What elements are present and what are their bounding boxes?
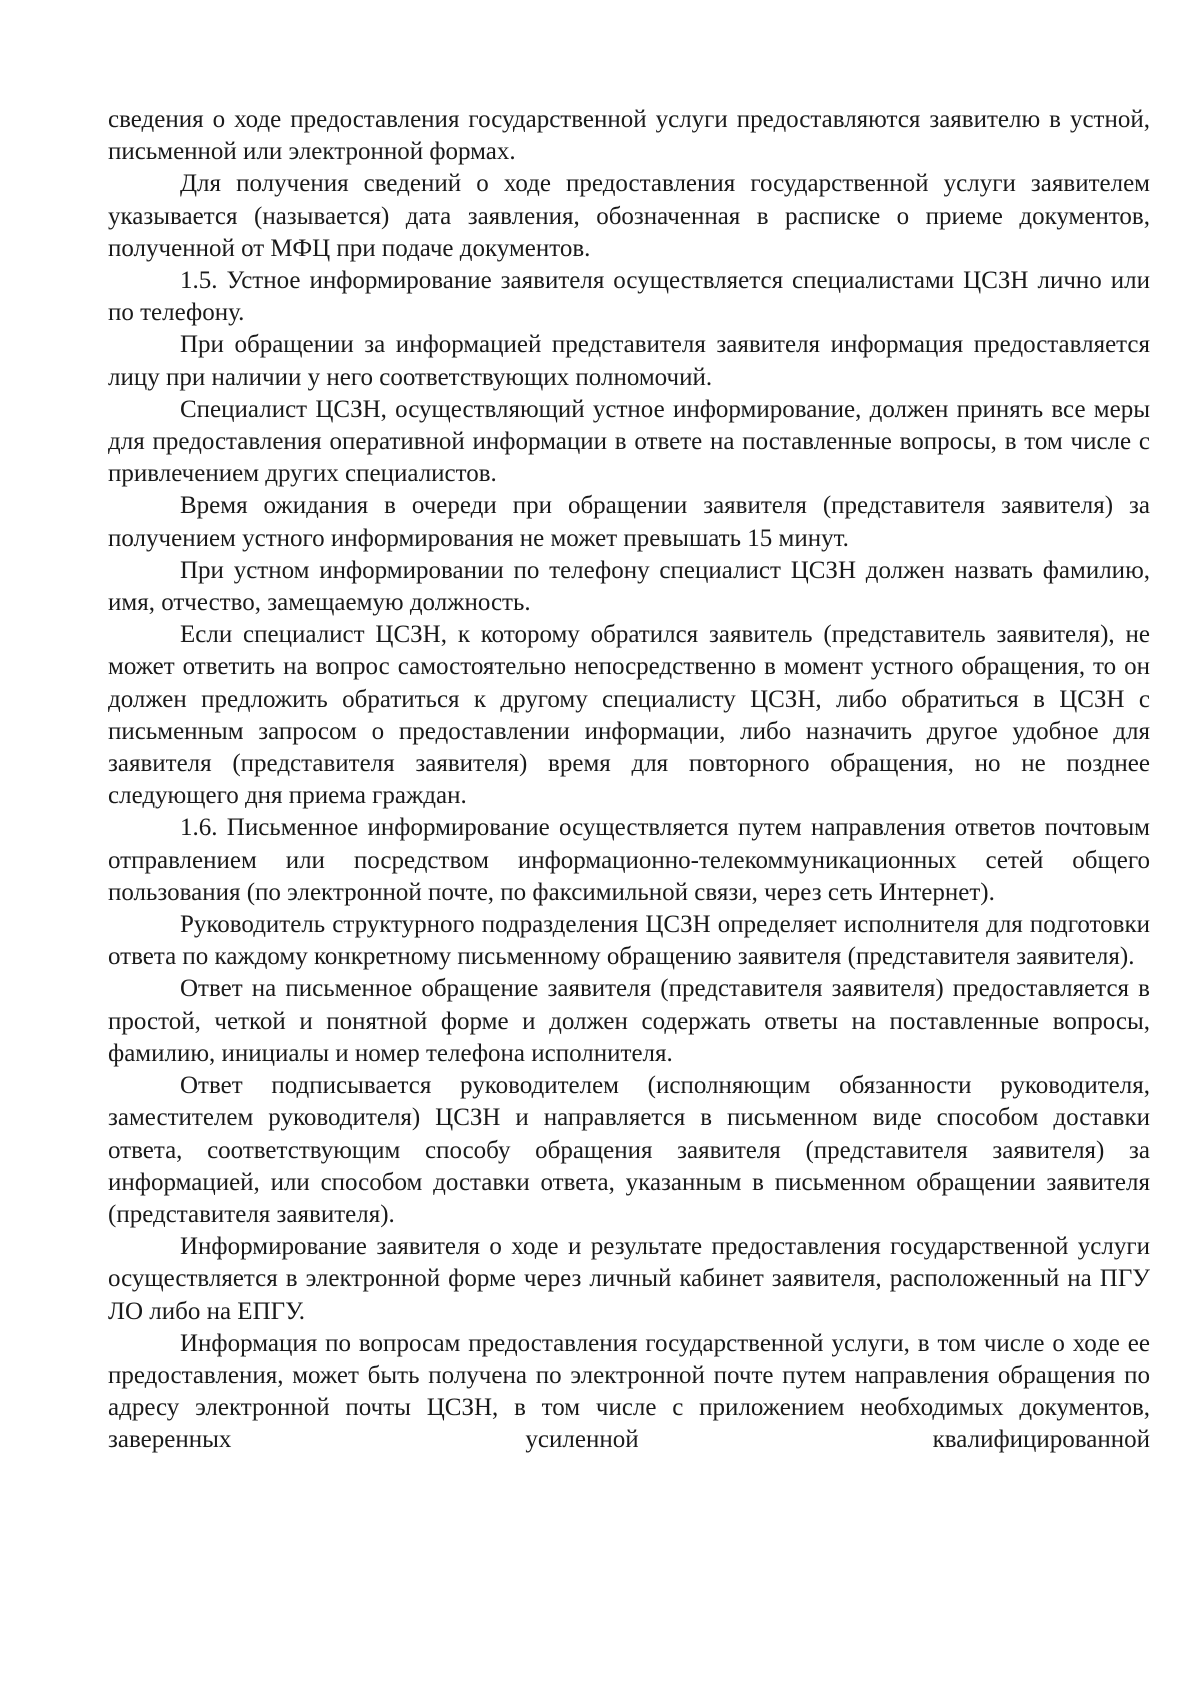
paragraph: Руководитель структурного подразделения ЦСЗН определяет исполнителя для подготовки ответа по каждому конкретному письменному обращению заявителя (представителя заявителя). xyxy=(108,911,1150,971)
paragraph: Ответ на письменное обращение заявителя (представителя заявителя) предоставляется в простой, четкой и понятной форме и должен содержать ответы на поставленные вопросы, фамилию, инициалы и номер телефона исполнителя. xyxy=(108,975,1150,1067)
paragraph: Ответ подписывается руководителем (исполняющим обязанности руководителя, заместителем руководителя) ЦСЗН и направляется в письменном виде способом доставки ответа, соответствующим способу обращения заявителя (представителя заявителя) за информацией, или способом доставки ответа, указанным в письменном обращении заявителя (представителя заявителя). xyxy=(108,1072,1150,1228)
paragraph: сведения о ходе предоставления государственной услуги предоставляются заявителю в устной, письменной или электронной формах. xyxy=(108,106,1150,166)
paragraph: Для получения сведений о ходе предоставления государственной услуги заявителем указывается (называется) дата заявления, обозначенная в расписке о приеме документов, полученной от МФЦ при подаче документов. xyxy=(108,170,1150,262)
paragraph: 1.6. Письменное информирование осуществляется путем направления ответов почтовым отправлением или посредством информационно-телекоммуникационных сетей общего пользования (по электронной почте, по факсимильной связи, через сеть Интернет). xyxy=(108,814,1150,906)
paragraph: При устном информировании по телефону специалист ЦСЗН должен назвать фамилию, имя, отчество, замещаемую должность. xyxy=(108,556,1150,617)
paragraph: При обращении за информацией представителя заявителя информация предоставляется лицу при наличии у него соответствующих полномочий. xyxy=(108,331,1150,391)
paragraph: Информирование заявителя о ходе и результате предоставления государственной услуги осуществляется в электронной форме через личный кабинет заявителя, расположенный на ПГУ ЛО либо на ЕПГУ. xyxy=(108,1233,1150,1325)
paragraph: 1.5. Устное информирование заявителя осуществляется специалистами ЦСЗН лично или по телефону. xyxy=(108,267,1150,327)
paragraph: Специалист ЦСЗН, осуществляющий устное информирование, должен принять все меры для предоставления оперативной информации в ответе на поставленные вопросы, в том числе с привлечением других специалистов. xyxy=(108,395,1150,488)
paragraph: Время ожидания в очереди при обращении заявителя (представителя заявителя) за получением устного информирования не может превышать 15 минут. xyxy=(108,492,1150,552)
document-body xyxy=(108,104,1150,1457)
paragraph: Информация по вопросам предоставления государственной услуги, в том числе о ходе ее предоставления, может быть получена по электронной почте путем направления обращения по адресу электронной почты ЦСЗН, в том числе с приложением необходимых документов, заверенных усиленной квалифицированной xyxy=(108,1329,1150,1454)
paragraph: Если специалист ЦСЗН, к которому обратился заявитель (представитель заявителя), не может ответить на вопрос самостоятельно непосредственно в момент устного обращения, то он должен предложить обратиться к другому специалисту ЦСЗН, либо обратиться в ЦСЗН с письменным запросом о предоставлении информации, либо назначить другое удобное для заявителя (представителя заявителя) время для повторного обращения, но не позднее следующего дня приема граждан. xyxy=(108,621,1150,810)
